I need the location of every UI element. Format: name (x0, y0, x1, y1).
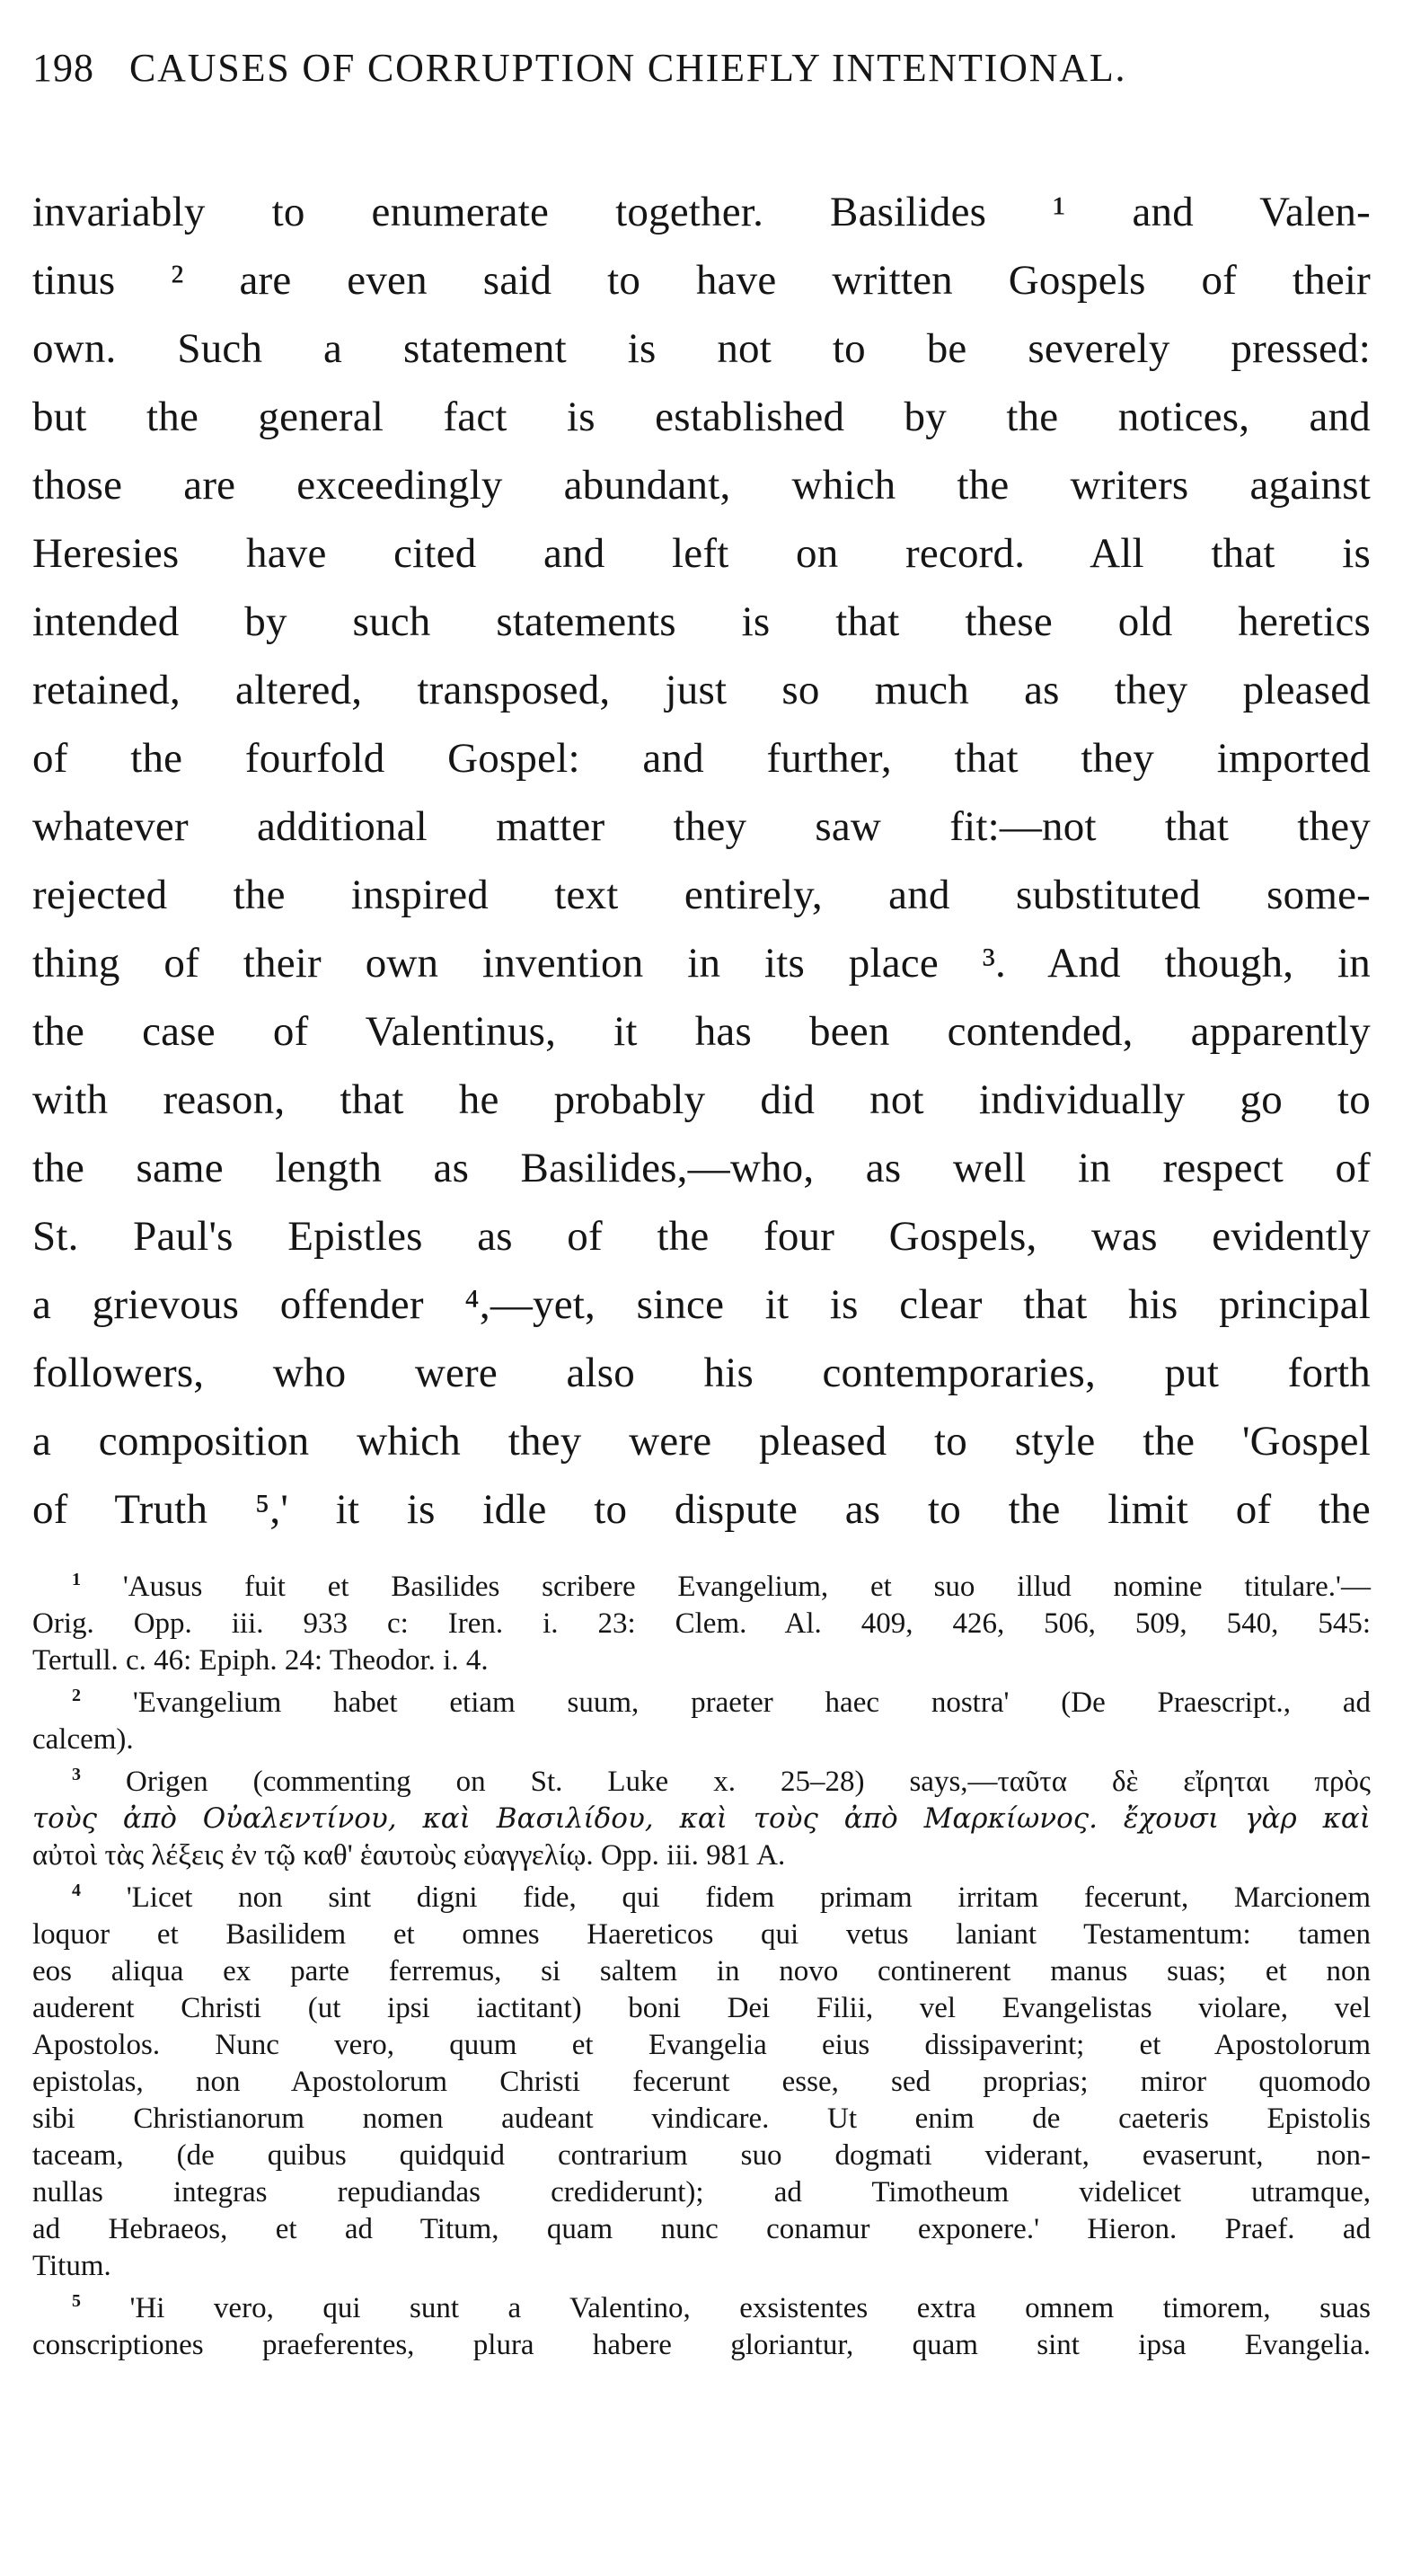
footnote-line: calcem). (32, 1723, 134, 1756)
body-line: rejected the inspired text entirely, and substituted some- (32, 872, 1371, 918)
body-line: followers, who were also his contemporaries, put forth (32, 1350, 1371, 1396)
footnote-marker: 4 (72, 1881, 81, 1900)
footnote-line: Orig. Opp. iii. 933 c: Iren. i. 23: Clem. Al. 409, 426, 506, 509, 540, 545: (32, 1607, 1371, 1640)
footnote-line: nullas integras repudiandas crediderunt); ad Timotheum videlicet utramque, (32, 2176, 1371, 2209)
footnotes (32, 1569, 1371, 2364)
body-line: a grievous offender ⁴,—yet, since it is clear that his principal (32, 1281, 1371, 1328)
footnote-line: Tertull. c. 46: Epiph. 24: Theodor. i. 4. (32, 1644, 489, 1677)
running-head (32, 36, 1371, 108)
footnote-line (32, 1764, 1371, 1801)
footnote-line: epistolas, non Apostolorum Christi fecerunt esse, sed proprias; miror quomodo (32, 2066, 1371, 2098)
book-page (32, 36, 1371, 2364)
footnote-4 (32, 1880, 1371, 2285)
footnote-marker: 3 (72, 1765, 81, 1784)
body-line: invariably to enumerate together. Basilides ¹ and Valen- (32, 189, 1371, 235)
footnote-text: 'Evangelium habet etiam suum, praeter haec nostra' (De Praescript., ad (132, 1686, 1371, 1719)
page-number: 198 (32, 46, 94, 90)
running-title: CAUSES OF CORRUPTION CHIEFLY INTENTIONAL. (129, 46, 1127, 90)
body-line: whatever additional matter they saw fit:—not that they (32, 803, 1371, 850)
body-line: of Truth ⁵,' it is idle to dispute as to the limit of the (32, 1486, 1371, 1533)
footnote-line: sibi Christianorum nomen audeant vindicare. Ut enim de caeteris Epistolis (32, 2102, 1371, 2135)
footnote-marker: 1 (72, 1570, 81, 1589)
footnote-line: auderent Christi (ut ipsi iactitant) boni Dei Filii, vel Evangelistas violare, vel (32, 1992, 1371, 2024)
main-text (32, 178, 1371, 1544)
footnote-line: taceam, (de quibus quidquid contrarium suo dogmati viderant, evaserunt, non- (32, 2139, 1371, 2172)
body-line: with reason, that he probably did not individually go to (32, 1076, 1371, 1123)
footnote-line (32, 1569, 1371, 1606)
footnote-5 (32, 2290, 1371, 2364)
body-line: the case of Valentinus, it has been contended, apparently (32, 1008, 1371, 1055)
footnote-line (32, 1880, 1371, 1917)
footnote-line: τοὺς ἀπὸ Οὐαλεντίνου, καὶ Βασιλίδου, καὶ τοὺς ἀπὸ Μαρκίωνος. ἔχουσι γὰρ καὶ (32, 1802, 1371, 1835)
footnote-2 (32, 1685, 1371, 1758)
body-line: but the general fact is established by the notices, and (32, 394, 1371, 440)
footnote-line: αὐτοὶ τὰς λέξεις ἐν τῷ καθ' ἑαυτοὺς εὐαγγελίῳ. Opp. iii. 981 A. (32, 1839, 786, 1872)
body-line: tinus ² are even said to have written Gospels of their (32, 257, 1371, 304)
body-line: of the fourfold Gospel: and further, that they imported (32, 735, 1371, 782)
body-line: the same length as Basilides,—who, as well in respect of (32, 1145, 1371, 1191)
footnote-text: 'Licet non sint digni fide, qui fidem primam irritam fecerunt, Marcionem (126, 1881, 1371, 1914)
footnote-line: loquor et Basilidem et omnes Haereticos qui vetus laniant Testamentum: tamen (32, 1918, 1371, 1951)
body-line: intended by such statements is that these old heretics (32, 598, 1371, 645)
footnote-line (32, 2290, 1371, 2327)
body-line: those are exceedingly abundant, which the writers against (32, 462, 1371, 509)
footnote-line: ad Hebraeos, et ad Titum, quam nunc conamur exponere.' Hieron. Praef. ad (32, 2213, 1371, 2245)
footnote-line: Titum. (32, 2250, 111, 2282)
footnote-line: eos aliqua ex parte ferremus, si saltem in novo continerent manus suas; et non (32, 1955, 1371, 1987)
footnote-1 (32, 1569, 1371, 1679)
footnote-text: 'Ausus fuit et Basilides scribere Evangelium, et suo illud nomine titulare.'— (122, 1571, 1372, 1603)
body-line: a composition which they were pleased to style the 'Gospel (32, 1418, 1371, 1465)
body-line: retained, altered, transposed, just so much as they pleased (32, 667, 1371, 713)
footnote-line: conscriptiones praeferentes, plura habere gloriantur, quam sint ipsa Evangelia. (32, 2329, 1371, 2361)
footnote-3 (32, 1764, 1371, 1874)
footnote-marker: 5 (72, 2291, 81, 2311)
footnote-line: Apostolos. Nunc vero, quum et Evangelia eius dissipaverint; et Apostolorum (32, 2029, 1371, 2061)
body-line: thing of their own invention in its place ³. And though, in (32, 940, 1371, 987)
body-line: St. Paul's Epistles as of the four Gospels, was evidently (32, 1213, 1371, 1260)
footnote-text: 'Hi vero, qui sunt a Valentino, exsistentes extra omnem timorem, suas (129, 2292, 1372, 2324)
body-line: own. Such a statement is not to be severely pressed: (32, 325, 1371, 372)
footnote-line (32, 1685, 1371, 1722)
body-line: Heresies have cited and left on record. All that is (32, 530, 1371, 577)
footnote-marker: 2 (72, 1686, 81, 1705)
footnote-text: Origen (commenting on St. Luke x. 25–28) says,—ταῦτα δὲ εἴρηται πρὸς (126, 1766, 1371, 1798)
